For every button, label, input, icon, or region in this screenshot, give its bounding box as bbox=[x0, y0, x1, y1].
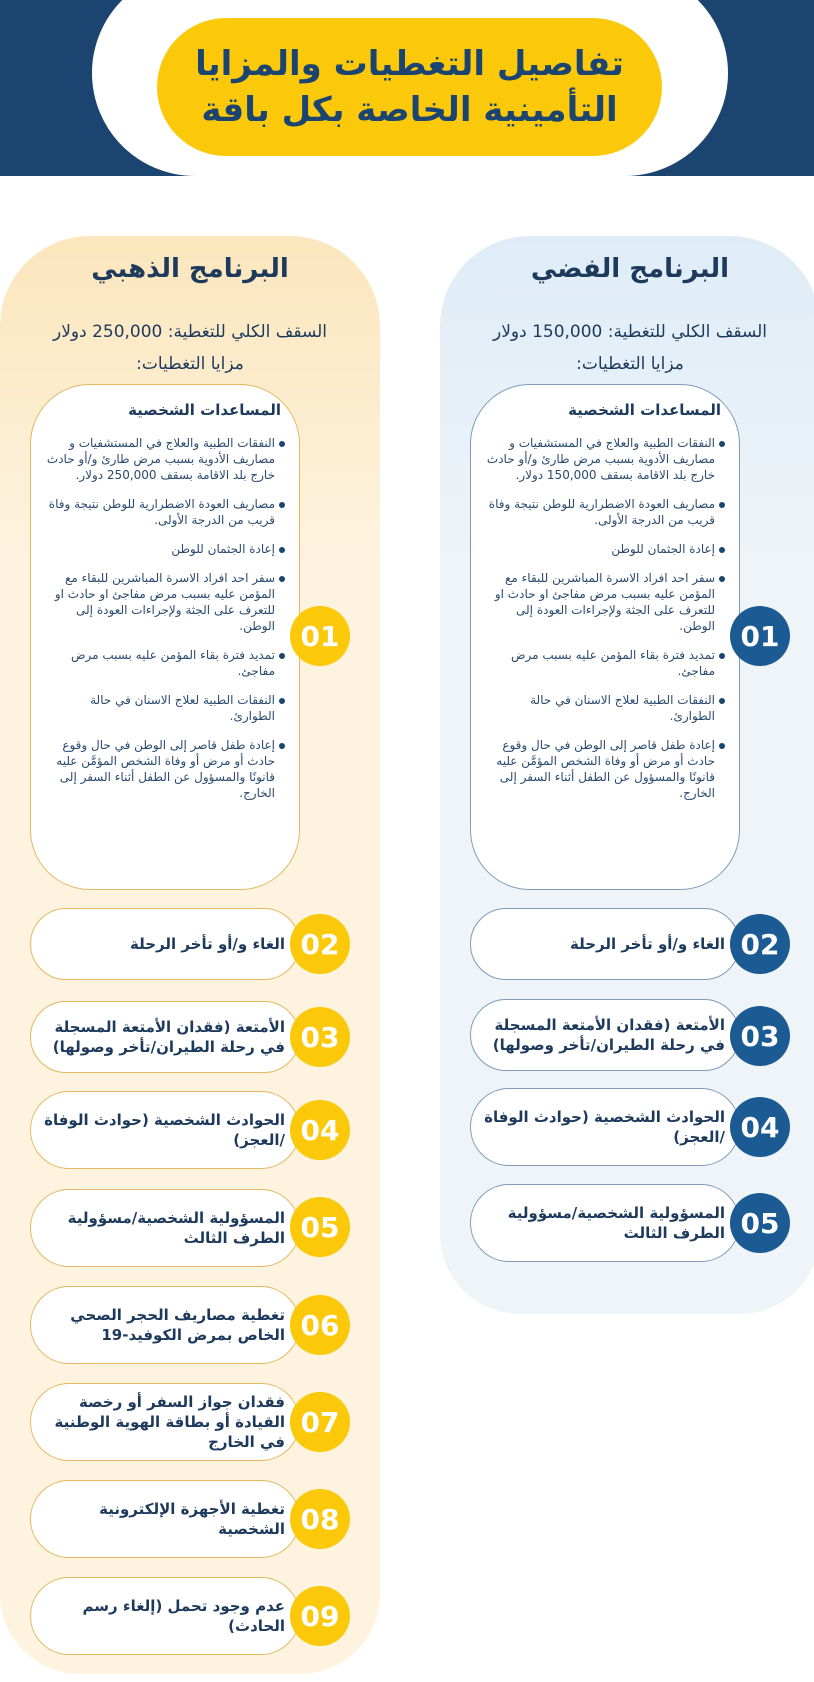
bullet-dot-icon bbox=[719, 441, 725, 447]
coverage-label: الغاء و/أو تأخر الرحلة bbox=[569, 935, 725, 953]
bullet-dot-icon bbox=[719, 743, 725, 749]
item-number-badge: 05 bbox=[730, 1193, 790, 1253]
coverage-label: المسؤولية الشخصية/مسؤولية الطرف الثالث bbox=[507, 1204, 725, 1242]
list-item: إعادة طفل قاصر إلى الوطن في حال وقوع حادث أو مرض أو وفاة الشخص المؤمَّن عليه قانونًا والمسؤول عن الطفل أثناء السفر إلى الخارج. bbox=[485, 737, 725, 801]
coverage-card bbox=[30, 1189, 300, 1267]
coverage-label: الحوادث الشخصية (حوادث الوفاة /العجز) bbox=[44, 1111, 285, 1149]
list-item: تمديد فترة بقاء المؤمن عليه بسبب مرض مفاجئ. bbox=[485, 647, 725, 679]
gold-plan-name: البرنامج الذهبي bbox=[91, 254, 289, 284]
list-item: إعادة الجثمان للوطن bbox=[485, 541, 725, 557]
gold-personal-assistance-card bbox=[30, 384, 300, 890]
bullet-dot-icon bbox=[719, 653, 725, 659]
bullet-dot-icon bbox=[279, 547, 285, 553]
coverage-card bbox=[30, 1286, 300, 1364]
silver-personal-bullets bbox=[485, 435, 725, 814]
silver-plan-name: البرنامج الفضي bbox=[530, 254, 730, 284]
coverage-label: تغطية الأجهزة الإلكترونية الشخصية bbox=[99, 1500, 285, 1538]
list-item: النفقات الطبية لعلاج الاسنان في حالة الطوارئ. bbox=[485, 692, 725, 724]
silver-plan-column bbox=[440, 236, 814, 1314]
list-item: سفر احد افراد الاسرة المباشرين للبقاء مع المؤمن عليه بسبب مرض مفاجئ او حادث او للتعرف على الجثة ولإجراءات العودة إلى الوطن. bbox=[485, 570, 725, 634]
coverage-card bbox=[30, 1001, 300, 1073]
list-item: إعادة طفل قاصر إلى الوطن في حال وقوع حادث أو مرض أو وفاة الشخص المؤمَّن عليه قانونًا والمسؤول عن الطفل أثناء السفر إلى الخارج. bbox=[45, 737, 285, 801]
coverage-card bbox=[30, 908, 300, 980]
bullet-dot-icon bbox=[279, 743, 285, 749]
list-item: مصاريف العودة الاضطرارية للوطن نتيجة وفاة قريب من الدرجة الأولى. bbox=[485, 496, 725, 528]
bullet-dot-icon bbox=[719, 547, 725, 553]
page-title-line-2: التأمينية الخاصة بكل باقة bbox=[201, 90, 618, 130]
bullet-dot-icon bbox=[279, 698, 285, 704]
gold-personal-bullets bbox=[45, 435, 285, 814]
bullet-dot-icon bbox=[279, 576, 285, 582]
gold-plan-limit: السقف الكلي للتغطية: 250,000 دولار bbox=[52, 322, 328, 342]
coverage-card bbox=[30, 1091, 300, 1169]
item-number-badge: 01 bbox=[290, 606, 350, 666]
bullet-dot-icon bbox=[279, 653, 285, 659]
item-number-badge: 07 bbox=[290, 1392, 350, 1452]
coverage-card bbox=[470, 999, 740, 1071]
coverage-card bbox=[30, 1577, 300, 1655]
bullet-dot-icon bbox=[279, 502, 285, 508]
header-banner bbox=[0, 0, 814, 176]
bullet-dot-icon bbox=[719, 698, 725, 704]
coverage-label: الأمتعة (فقدان الأمتعة المسجلة في رحلة الطيران/تأخر وصولها) bbox=[52, 1018, 285, 1056]
item-number-badge: 06 bbox=[290, 1295, 350, 1355]
coverage-label: المسؤولية الشخصية/مسؤولية الطرف الثالث bbox=[67, 1209, 285, 1247]
item-number-badge: 03 bbox=[290, 1007, 350, 1067]
list-item: النفقات الطبية لعلاج الاسنان في حالة الطوارئ. bbox=[45, 692, 285, 724]
bullet-dot-icon bbox=[719, 502, 725, 508]
coverage-card bbox=[30, 1480, 300, 1558]
item-number-badge: 02 bbox=[290, 914, 350, 974]
item-number-badge: 04 bbox=[730, 1097, 790, 1157]
coverage-card bbox=[30, 1383, 300, 1461]
item-number-badge: 03 bbox=[730, 1006, 790, 1066]
coverage-label: الغاء و/أو تأخر الرحلة bbox=[129, 935, 285, 953]
list-item: النفقات الطبية والعلاج في المستشفيات و مصاريف الأدوية بسبب مرض طارئ و/أو حادث خارج بلد الاقامة بسقف 150,000 دولار. bbox=[485, 435, 725, 483]
list-item: تمديد فترة بقاء المؤمن عليه بسبب مرض مفاجئ. bbox=[45, 647, 285, 679]
list-item: سفر احد افراد الاسرة المباشرين للبقاء مع المؤمن عليه بسبب مرض مفاجئ او حادث او للتعرف على الجثة ولإجراءات العودة إلى الوطن. bbox=[45, 570, 285, 634]
silver-personal-assistance-card bbox=[470, 384, 740, 890]
list-item: النفقات الطبية والعلاج في المستشفيات و مصاريف الأدوية بسبب مرض طارئ و/أو حادث خارج بلد الاقامة بسقف 250,000 دولار. bbox=[45, 435, 285, 483]
list-item: إعادة الجثمان للوطن bbox=[45, 541, 285, 557]
item-number-badge: 08 bbox=[290, 1489, 350, 1549]
coverage-label: عدم وجود تحمل (إلغاء رسم الحادث) bbox=[82, 1597, 285, 1635]
gold-plan-column bbox=[0, 236, 380, 1674]
coverage-label: فقدان جواز السفر أو رخصة القيادة أو بطاقة الهوية الوطنية في الخارج bbox=[54, 1393, 285, 1451]
item-number-badge: 05 bbox=[290, 1197, 350, 1257]
list-item: مصاريف العودة الاضطرارية للوطن نتيجة وفاة قريب من الدرجة الأولى. bbox=[45, 496, 285, 528]
bullet-dot-icon bbox=[719, 576, 725, 582]
coverage-label: تغطية مصاريف الحجر الصحي الخاص بمرض الكوفيد-19 bbox=[70, 1306, 285, 1344]
item-number-badge: 02 bbox=[730, 914, 790, 974]
item-number-badge: 04 bbox=[290, 1100, 350, 1160]
item-number-badge: 09 bbox=[290, 1586, 350, 1646]
bullet-dot-icon bbox=[279, 441, 285, 447]
coverage-label: الحوادث الشخصية (حوادث الوفاة /العجز) bbox=[484, 1108, 725, 1146]
coverage-card bbox=[470, 1184, 740, 1262]
coverage-label: الأمتعة (فقدان الأمتعة المسجلة في رحلة الطيران/تأخر وصولها) bbox=[492, 1016, 725, 1054]
coverage-card bbox=[470, 1088, 740, 1166]
coverage-card bbox=[470, 908, 740, 980]
item-number-badge: 01 bbox=[730, 606, 790, 666]
personal-assistance-title: المساعدات الشخصية bbox=[568, 401, 721, 419]
gold-benefits-label: مزايا التغطيات: bbox=[136, 354, 244, 374]
silver-benefits-label: مزايا التغطيات: bbox=[576, 354, 684, 374]
silver-plan-limit: السقف الكلي للتغطية: 150,000 دولار bbox=[492, 322, 768, 342]
personal-assistance-title: المساعدات الشخصية bbox=[128, 401, 281, 419]
page-title-line-1: تفاصيل التغطيات والمزايا bbox=[195, 44, 624, 84]
page-title bbox=[157, 18, 662, 156]
